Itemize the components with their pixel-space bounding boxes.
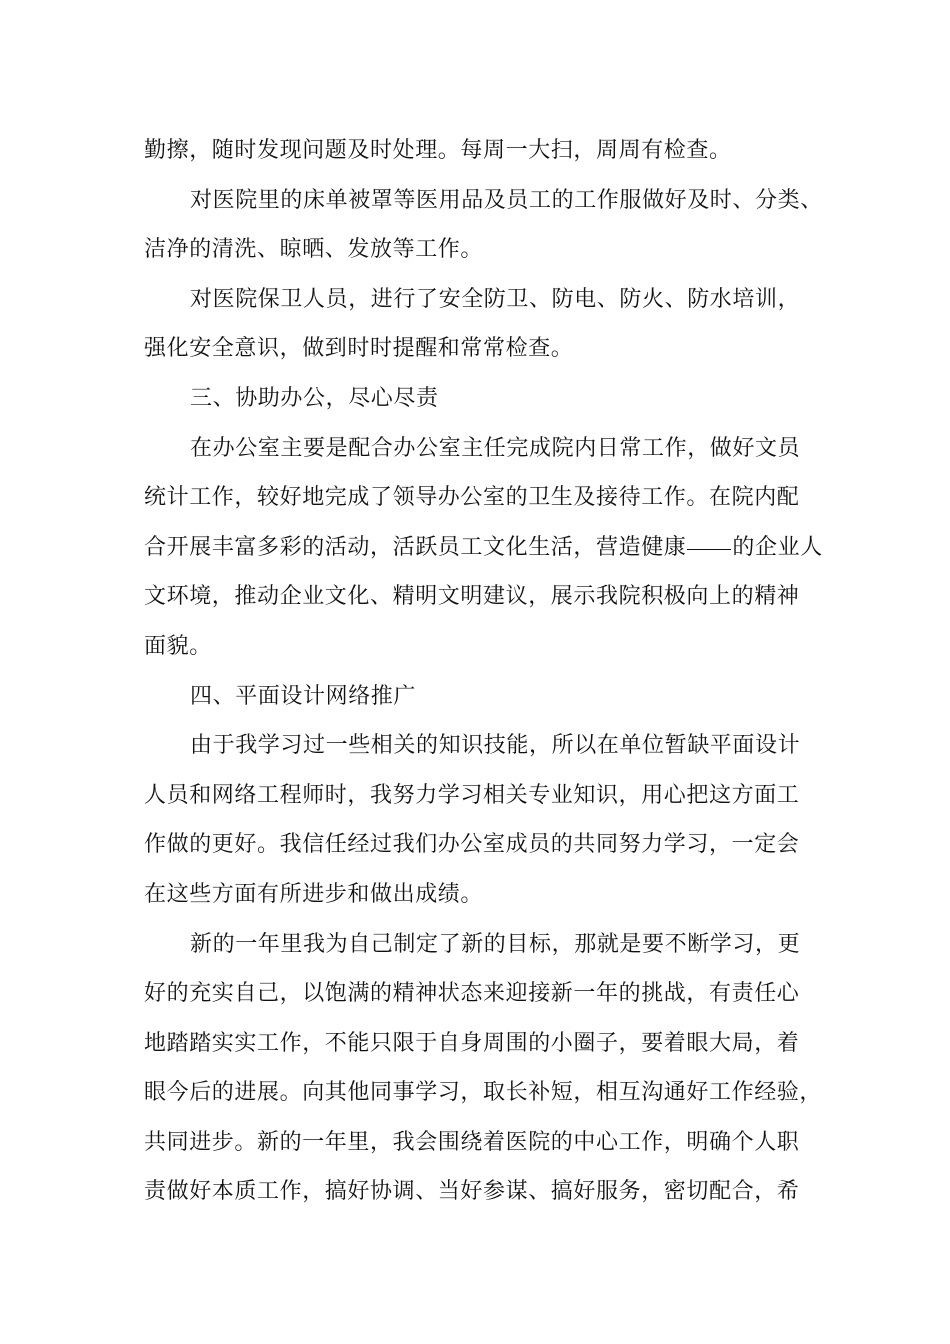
paragraph-start-line: 新的一年里我为自己制定了新的目标，那就是要不断学习，更 xyxy=(190,931,801,957)
section-heading: 三、协助办公，尽心尽责 xyxy=(190,385,439,411)
fill-in-blank xyxy=(687,548,731,550)
text-line: 人员和网络工程师时，我努力学习相关专业知识，用心把这方面工 xyxy=(144,782,800,808)
section-heading: 四、平面设计网络推广 xyxy=(190,683,417,709)
paragraph-start-line: 在办公室主要是配合办公室主任完成院内日常工作，做好文员 xyxy=(190,435,801,461)
text-line: 文环境，推动企业文化、精明文明建议，展示我院积极向上的精神 xyxy=(144,584,800,610)
text-line: 作做的更好。我信任经过我们办公室成员的共同努力学习，一定会 xyxy=(144,832,800,858)
text-line: 强化安全意识，做到时时提醒和常常检查。 xyxy=(144,336,574,362)
paragraph-start-line: 由于我学习过一些相关的知识技能，所以在单位暂缺平面设计 xyxy=(190,733,801,759)
paragraph-start-line: 对医院里的床单被罩等医用品及员工的工作服做好及时、分类、 xyxy=(190,187,823,213)
text-segment: 合开展丰富多彩的活动，活跃员工文化生活，营造健康 xyxy=(144,534,687,560)
document-body xyxy=(144,126,834,1217)
text-line: 在这些方面有所进步和做出成绩。 xyxy=(144,881,484,907)
text-line: 眼今后的进展。向其他同事学习，取长补短，相互沟通好工作经验， xyxy=(144,1080,823,1106)
text-line: 洁净的清洗、晾晒、发放等工作。 xyxy=(144,237,484,263)
text-line-with-blank xyxy=(144,523,834,573)
text-line: 共同进步。新的一年里，我会围绕着医院的中心工作，明确个人职 xyxy=(144,1129,800,1155)
text-line: 责做好本质工作，搞好协调、当好参谋、搞好服务，密切配合，希 xyxy=(144,1179,800,1205)
text-line: 好的充实自己，以饱满的精神状态来迎接新一年的挑战，有责任心 xyxy=(144,981,800,1007)
paragraph-start-line: 对医院保卫人员，进行了安全防卫、防电、防火、防水培训， xyxy=(190,286,801,312)
text-segment: 的企业人 xyxy=(732,534,823,560)
text-line: 面貌。 xyxy=(144,633,212,659)
text-line: 统计工作，较好地完成了领导办公室的卫生及接待工作。在院内配 xyxy=(144,485,800,511)
text-line: 勤擦，随时发现问题及时处理。每周一大扫，周周有检查。 xyxy=(144,138,732,163)
text-line: 地踏踏实实工作，不能只限于自身周围的小圈子，要着眼大局，着 xyxy=(144,1030,800,1056)
